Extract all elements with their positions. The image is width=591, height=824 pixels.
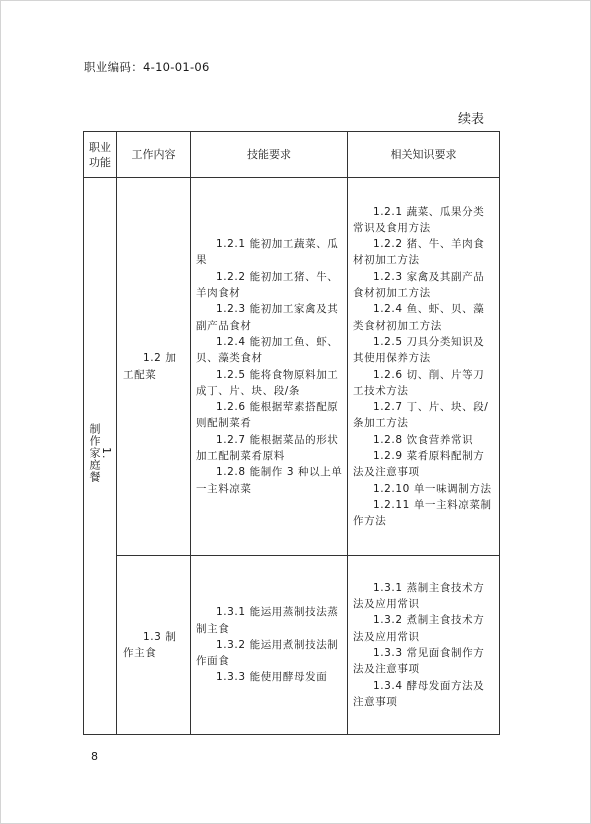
skill-item: 1.3.2 能运用煮制技法制作面食 [196, 638, 339, 668]
work-content-cell [117, 178, 191, 556]
skills-table [83, 131, 500, 735]
table-row [84, 556, 500, 735]
knowledge-cell [348, 556, 500, 735]
knowledge-item: 1.2.5 刀具分类知识及其使用保养方法 [353, 335, 485, 365]
skills-cell [191, 178, 348, 556]
skill-item: 1.2.7 能根据菜品的形状加工配制菜肴原料 [196, 433, 339, 462]
knowledge-item: 1.2.2 猪、牛、羊肉食材初加工方法 [353, 238, 485, 267]
knowledge-item: 1.2.11 单一主料凉菜制作方法 [353, 498, 492, 528]
page-number: 8 [91, 750, 98, 763]
skill-item: 1.2.6 能根据荤素搭配原则配制菜肴 [196, 401, 339, 430]
knowledge-cell [348, 178, 500, 556]
knowledge-item: 1.2.3 家禽及其副产品食材初加工方法 [353, 270, 485, 300]
knowledge-item: 1.2.6 切、削、片等刀工技术方法 [353, 368, 485, 397]
work-content-cell [117, 556, 191, 735]
header-skill-requirements: 技能要求 [191, 132, 348, 178]
knowledge-item: 1.2.9 菜肴原料配制方法及注意事项 [353, 449, 485, 479]
function-cell [84, 178, 117, 735]
skill-item: 1.2.4 能初加工鱼、虾、贝、藻类食材 [196, 335, 339, 365]
knowledge-item: 1.3.3 常见面食制作方法及注意事项 [353, 647, 485, 676]
skills-cell [191, 556, 348, 735]
skill-item: 1.3.1 能运用蒸制技法蒸制主食 [196, 606, 339, 635]
continued-label: 续表 [458, 112, 485, 127]
skill-item: 1.2.2 能初加工猪、牛、羊肉食材 [196, 270, 339, 300]
knowledge-item: 1.2.10 单一味调制方法 [372, 482, 492, 495]
function-label: 1. 制作家庭餐 [88, 423, 113, 484]
skill-item: 1.2.3 能初加工家禽及其副产品食材 [196, 303, 339, 332]
skill-item: 1.2.8 能制作 3 种以上单一主料凉菜 [196, 466, 343, 495]
knowledge-item: 1.3.1 蒸制主食技术方法及应用常识 [353, 581, 485, 611]
table-header-row [84, 132, 500, 178]
occupation-code: 职业编码：4-10-01-06 [84, 60, 210, 74]
table-row [84, 178, 500, 556]
knowledge-item: 1.2.4 鱼、虾、贝、藻类食材初加工方法 [353, 303, 485, 332]
work-content-label: 1.2 加工配菜 [123, 352, 177, 381]
skill-item: 1.2.1 能初加工蔬菜、瓜果 [196, 238, 339, 267]
knowledge-item: 1.3.2 煮制主食技术方法及应用常识 [353, 614, 485, 643]
header-knowledge-requirements: 相关知识要求 [348, 132, 500, 178]
knowledge-item: 1.2.1 蔬菜、瓜果分类常识及食用方法 [353, 205, 485, 234]
header-work-content: 工作内容 [117, 132, 191, 178]
knowledge-item: 1.2.8 饮食营养常识 [372, 433, 474, 446]
skill-item: 1.3.3 能使用酵母发面 [215, 671, 328, 684]
header-function: 职业 功能 [84, 132, 117, 178]
knowledge-item: 1.2.7 丁、片、块、段/条加工方法 [353, 401, 489, 430]
knowledge-item: 1.3.4 酵母发面方法及注意事项 [353, 679, 485, 708]
skill-item: 1.2.5 能将食物原料加工成丁、片、块、段/条 [196, 368, 339, 397]
work-content-label: 1.3 制作主食 [123, 630, 177, 659]
